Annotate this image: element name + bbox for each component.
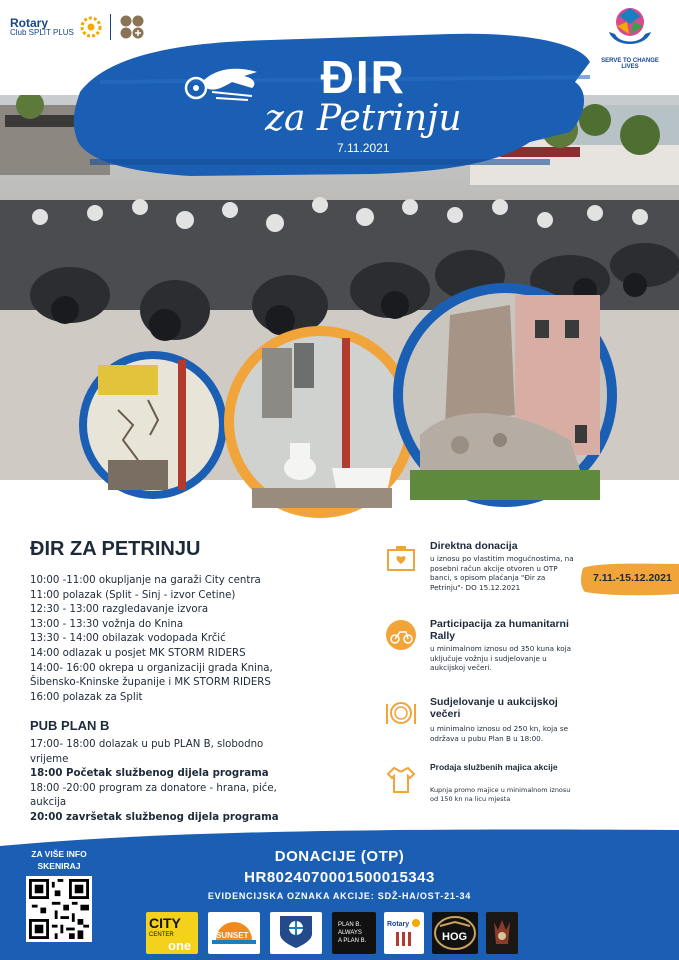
qr-label: ZA VIŠE INFO SKENIRAJ (31, 849, 87, 871)
option-text: u minimalnom iznosu od 350 kuna koja uključuje vožnju i sudjelovanje u aukcijskoj večeri. (430, 644, 572, 673)
date-range-text: 7.11.-15.12.2021 (593, 572, 672, 584)
club-subname: Club SPLIT PLUS (10, 28, 74, 38)
schedule-item: 12:30 - 13:00 razgledavanje izvora (30, 604, 209, 616)
schedule-item: Šibensko-Kninske županije i MK STORM RIDERS (30, 677, 271, 689)
pub-item: 17:00- 18:00 dolazak u pub PLAN B, slobodno (30, 739, 264, 750)
option-title: Participacija za humanitarni Rally (430, 618, 569, 642)
svg-text:HOG: HOG (442, 931, 468, 943)
hero-subtitle: za Petrinju (265, 98, 462, 139)
donation-title: DONACIJE (OTP) (274, 848, 405, 865)
svg-text:one: one (168, 938, 192, 953)
sunset-logo (208, 912, 260, 954)
dinner-plate-icon (384, 696, 418, 730)
schedule-item: 14:00- 16:00 okrepa u organizaciji grada Knina, (30, 662, 273, 674)
date-range-badge (579, 560, 679, 598)
action-code: EVIDENCIJSKA OZNAKA AKCIJE: SDŽ-HA/OST-21-34 (207, 891, 472, 901)
option-text: u iznosu po vlastitim mogućnostima, na posebni račun akcije otvoren u OTP banci, s opisom plaćanja "Đir za Petrinju"- DO 15.12.2021 (430, 554, 574, 592)
plan-b-logo (332, 912, 376, 954)
option-title: Direktna donacija (430, 540, 518, 552)
sponsor-plan-b (332, 912, 376, 954)
motorcycle-icon (384, 618, 418, 652)
schedule-title: ĐIR ZA PETRINJU (30, 538, 201, 560)
sponsor-rotary-split-plus (384, 912, 424, 954)
svg-text:A PLAN B.: A PLAN B. (338, 938, 367, 944)
hero-title-block (265, 50, 462, 155)
option-title: Sudjelovanje u aukcijskoj večeri (430, 696, 558, 720)
hog-logo (432, 912, 478, 954)
pub-item: 20:00 završetak službenog dijela programa (30, 811, 279, 823)
rotary-wheel-icon (80, 16, 102, 38)
hero-title: ĐIR (320, 51, 406, 103)
svg-text:PLAN B.: PLAN B. (338, 922, 362, 928)
rotary-club-logo (10, 14, 145, 40)
schedule-item: 16:00 polazak za Split (30, 691, 143, 703)
option-text: Kupnja promo majice u minimalnom iznosu od 150 kn na licu mjesta (430, 786, 571, 803)
storm-riders-logo (486, 912, 518, 954)
pub-item: 18:00 -20:00 program za donatore - hrana, piće, (30, 782, 277, 794)
pub-title: PUB PLAN B (30, 718, 110, 733)
sponsor-hog (432, 912, 478, 954)
schedule-list (30, 574, 360, 705)
tshirt-icon (384, 762, 418, 796)
sponsor-storm-riders (486, 912, 518, 954)
sponsor-bmw-moto-klub (270, 912, 322, 954)
hands-globe-icon (605, 4, 655, 52)
collapsed-building-photo (390, 275, 620, 515)
damaged-wall-photo (78, 340, 238, 510)
slogan-text: SERVE TO CHANGE LIVES (601, 58, 659, 70)
option-title: Prodaja službenih majica akcije (430, 762, 558, 772)
schedule-item: 11:00 polazak (Split - Sinj - izvor Cetine) (30, 589, 236, 601)
hero-date: 7.11.2021 (337, 141, 390, 155)
qr-code-image (29, 879, 89, 939)
schedule-item: 13:00 - 13:30 vožnja do Knina (30, 618, 184, 630)
svg-text:SUNSET: SUNSET (216, 931, 249, 940)
sponsor-sunset (208, 912, 260, 954)
rotary-sponsor-logo (384, 912, 424, 954)
pub-item: vrijeme (30, 753, 69, 765)
pub-item: 18:00 Početak službenog dijela programa (30, 768, 269, 780)
city-center-logo (146, 912, 198, 954)
donation-box-icon (384, 540, 418, 574)
svg-text:CITY: CITY (149, 915, 181, 931)
serve-to-change-lives-logo (595, 4, 665, 70)
pub-schedule-list (30, 738, 325, 826)
motorcycle-logo-icon (182, 58, 262, 108)
donation-iban: HR8024070001500015343 (244, 869, 435, 886)
svg-text:CENTER: CENTER (149, 932, 174, 938)
schedule-item: 14:00 odlazak u posjet MK STORM RIDERS (30, 647, 246, 659)
option-text: u minimalno iznosu od 250 kn, koja se održava u pubu Plan B u 18:00. (430, 724, 569, 743)
schedule-item: 10:00 -11:00 okupljanje na garaži City centra (30, 575, 261, 586)
pub-item: aukcija (30, 797, 67, 809)
svg-text:ALWAYS: ALWAYS (338, 930, 362, 936)
svg-text:Rotary: Rotary (387, 921, 410, 928)
club-name: Rotary (10, 15, 49, 30)
schedule-item: 13:30 - 14:00 obilazak vodopada Krčić (30, 633, 226, 645)
split-plus-icon (119, 14, 145, 40)
bmw-moto-klub-logo (270, 912, 322, 954)
sponsor-city-center-one (146, 912, 198, 954)
logo-divider (110, 14, 111, 40)
